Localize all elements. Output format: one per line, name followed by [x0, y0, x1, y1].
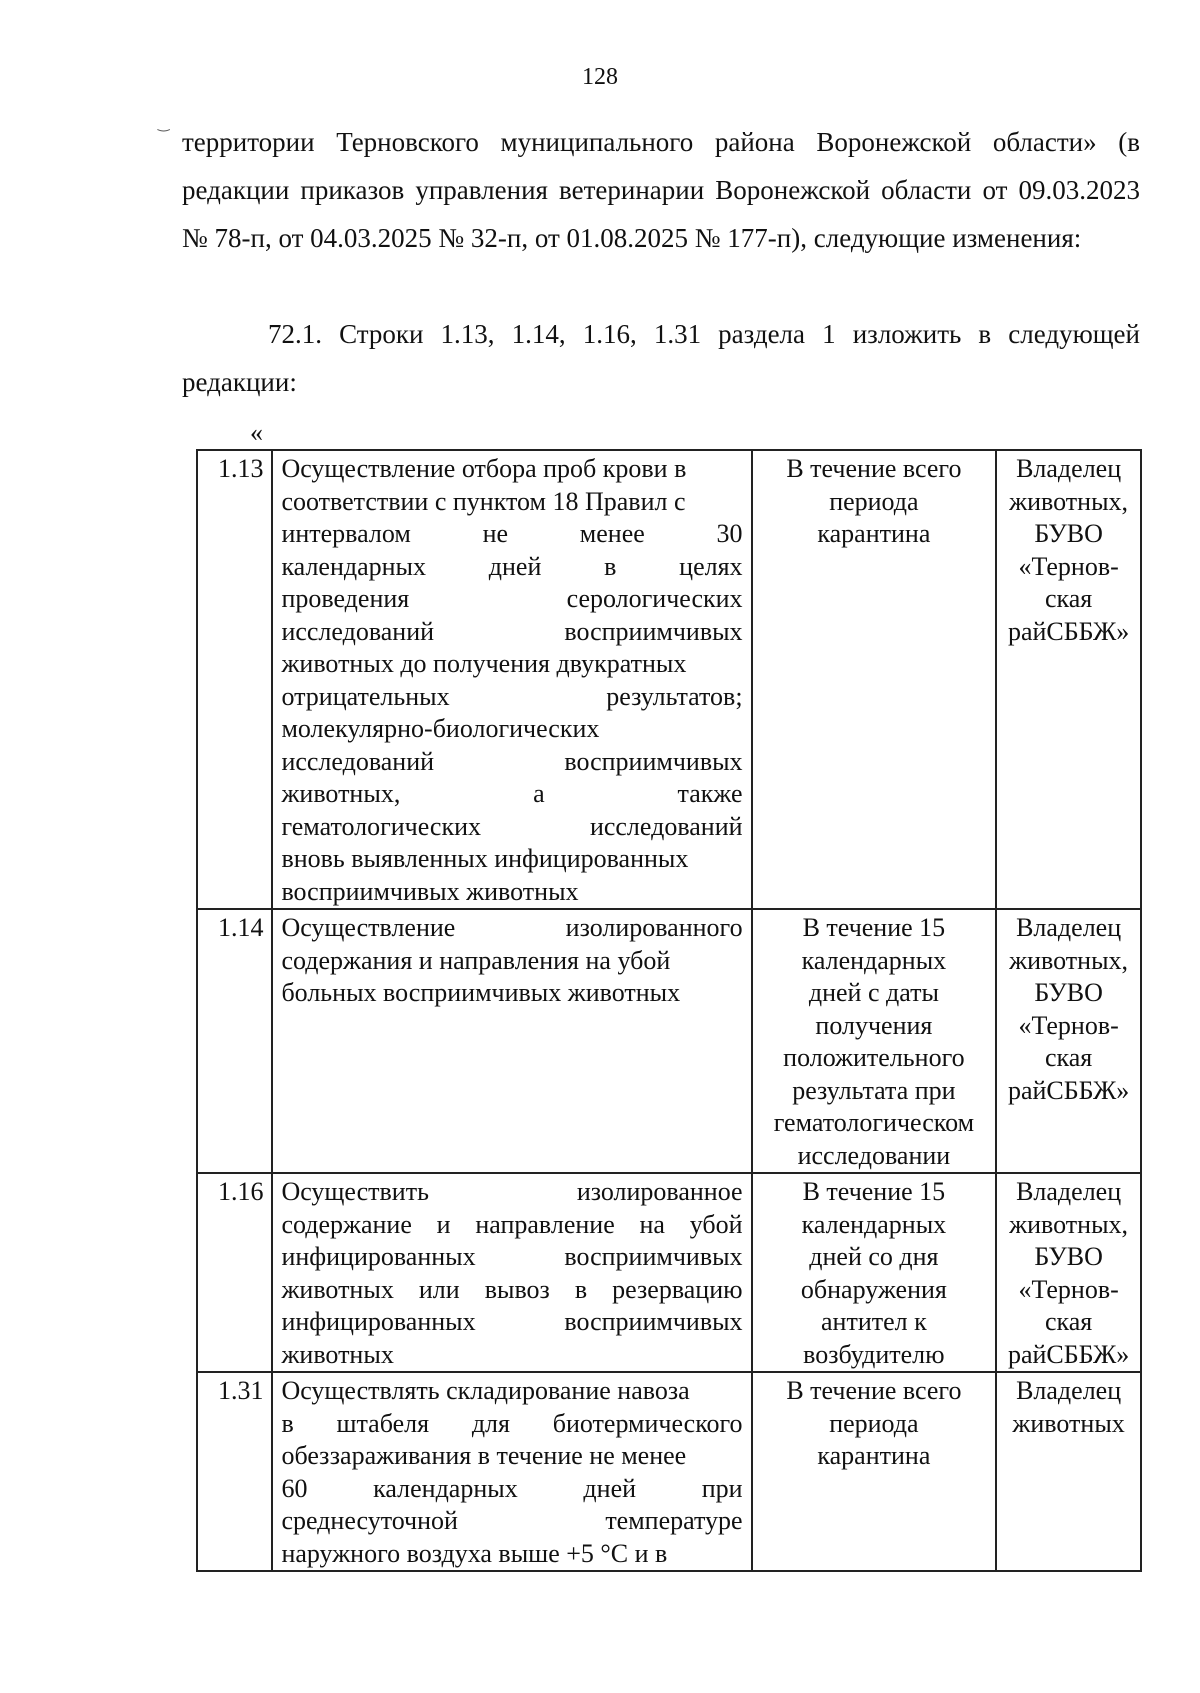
- action-line: среднесуточной температуре: [281, 1506, 743, 1535]
- action-line: Осуществление отбора проб крови в: [281, 454, 687, 483]
- action-line: интервалом не менее 30: [281, 519, 743, 548]
- action-cell: [272, 1173, 751, 1372]
- row-number: 1.13: [197, 450, 272, 909]
- term-line: возбудителю: [803, 1339, 945, 1369]
- action-line: гематологических исследований: [281, 811, 743, 841]
- responsible-line: Владелец: [1016, 454, 1122, 483]
- term-line: результата при: [792, 1075, 956, 1105]
- responsible-line: ская: [1044, 1043, 1093, 1072]
- term-line: исследовании: [797, 1140, 951, 1170]
- responsible-line: Владелец: [1016, 913, 1122, 942]
- responsible-line: ская: [1044, 1307, 1093, 1336]
- action-line: животных или вывоз в резервацию: [281, 1274, 743, 1304]
- table-row: [197, 1372, 1141, 1571]
- action-line: молекулярно-биологических: [281, 714, 600, 743]
- action-line: Осуществление изолированного: [281, 913, 743, 942]
- responsible-cell: [996, 1173, 1141, 1372]
- action-line: исследований восприимчивых: [281, 746, 743, 776]
- term-line: дней с даты: [808, 978, 939, 1007]
- row-number: 1.14: [197, 909, 272, 1173]
- action-line: содержание и направление на убой: [281, 1209, 743, 1239]
- measures-table: [196, 449, 1142, 1572]
- page-number: 128: [582, 64, 618, 90]
- action-line: наружного воздуха выше +5 °С и в: [281, 1538, 668, 1568]
- responsible-cell: [996, 1372, 1141, 1571]
- responsible-cell: [996, 909, 1141, 1173]
- table-row: [197, 1173, 1141, 1372]
- responsible-line: «Тернов-: [1018, 1274, 1119, 1304]
- action-line: больных восприимчивых животных: [281, 978, 681, 1007]
- responsible-line: райСББЖ»: [1007, 1075, 1130, 1105]
- action-line: календарных дней в целях: [281, 551, 743, 581]
- responsible-line: Владелец: [1016, 1177, 1122, 1206]
- responsible-line: «Тернов-: [1018, 1010, 1119, 1040]
- term-line: получения: [815, 1010, 933, 1040]
- action-line: Осуществлять складирование навоза: [281, 1376, 690, 1405]
- responsible-line: Владелец: [1016, 1376, 1122, 1405]
- term-line: антител к: [821, 1307, 927, 1336]
- action-line: инфицированных восприимчивых: [281, 1307, 743, 1336]
- scan-mark: ‿: [158, 117, 170, 132]
- responsible-line: БУВО: [1034, 519, 1103, 548]
- term-line: календарных: [801, 945, 947, 975]
- table-row: [197, 909, 1141, 1173]
- term-line: календарных: [801, 1209, 947, 1239]
- term-line: гематологическом: [773, 1108, 975, 1137]
- term-line: карантина: [817, 519, 931, 548]
- action-line: животных, а также: [281, 779, 743, 808]
- term-line: В течение всего: [786, 1376, 962, 1405]
- action-line: восприимчивых животных: [281, 876, 579, 906]
- responsible-line: райСББЖ»: [1007, 1339, 1130, 1369]
- term-cell: [752, 909, 997, 1173]
- action-line: соответствии с пунктом 18 Правил с: [281, 486, 686, 516]
- action-line: отрицательных результатов;: [281, 681, 743, 711]
- responsible-line: животных: [1012, 1408, 1125, 1438]
- action-cell: [272, 450, 751, 909]
- action-cell: [272, 1372, 751, 1571]
- term-cell: [752, 1173, 997, 1372]
- term-line: карантина: [817, 1441, 931, 1470]
- action-line: в штабеля для биотермического: [281, 1408, 743, 1438]
- opening-quote: «: [250, 418, 263, 447]
- action-line: инфицированных восприимчивых: [281, 1242, 743, 1271]
- term-line: обнаружения: [800, 1274, 947, 1304]
- term-line: периода: [829, 486, 919, 516]
- intro-paragraph: территории Терновского муниципального района Воронежской области» (в редакции приказов управления ветеринарии Воронежской области от 09.03.2023 № 78-п, от 04.03.2025 № 32-п, от 01.08.2025 № 177-п), следующие изменения:: [182, 127, 1140, 253]
- term-line: В течение всего: [786, 454, 962, 483]
- responsible-line: БУВО: [1034, 1242, 1103, 1271]
- term-cell: [752, 450, 997, 909]
- term-line: В течение 15: [802, 913, 946, 942]
- term-line: периода: [829, 1408, 919, 1438]
- responsible-line: животных,: [1009, 1209, 1129, 1239]
- action-line: содержания и направления на убой: [281, 945, 671, 975]
- action-line: обеззараживания в течение не менее: [281, 1441, 687, 1470]
- action-line: исследований восприимчивых: [281, 616, 743, 646]
- term-cell: [752, 1372, 997, 1571]
- responsible-line: БУВО: [1034, 978, 1103, 1007]
- responsible-line: животных,: [1009, 945, 1129, 975]
- action-line: проведения серологических: [281, 584, 743, 613]
- action-line: 60 календарных дней при: [281, 1473, 743, 1503]
- responsible-line: «Тернов-: [1018, 551, 1119, 581]
- action-line: вновь выявленных инфицированных: [281, 844, 689, 873]
- responsible-line: райСББЖ»: [1007, 616, 1130, 646]
- term-line: положительного: [783, 1043, 965, 1072]
- action-cell: [272, 909, 751, 1173]
- responsible-line: животных,: [1009, 486, 1129, 516]
- action-line: животных: [281, 1339, 394, 1369]
- row-number: 1.31: [197, 1372, 272, 1571]
- responsible-line: ская: [1044, 584, 1093, 613]
- action-line: животных до получения двукратных: [281, 649, 687, 678]
- term-line: В течение 15: [802, 1177, 946, 1206]
- responsible-cell: [996, 450, 1141, 909]
- instruction-paragraph: 72.1. Строки 1.13, 1.14, 1.16, 1.31 раздела 1 изложить в следующей редакции:: [182, 319, 1140, 397]
- action-line: Осуществить изолированное: [281, 1177, 743, 1206]
- term-line: дней со дня: [809, 1242, 939, 1271]
- row-number: 1.16: [197, 1173, 272, 1372]
- table-row: [197, 450, 1141, 909]
